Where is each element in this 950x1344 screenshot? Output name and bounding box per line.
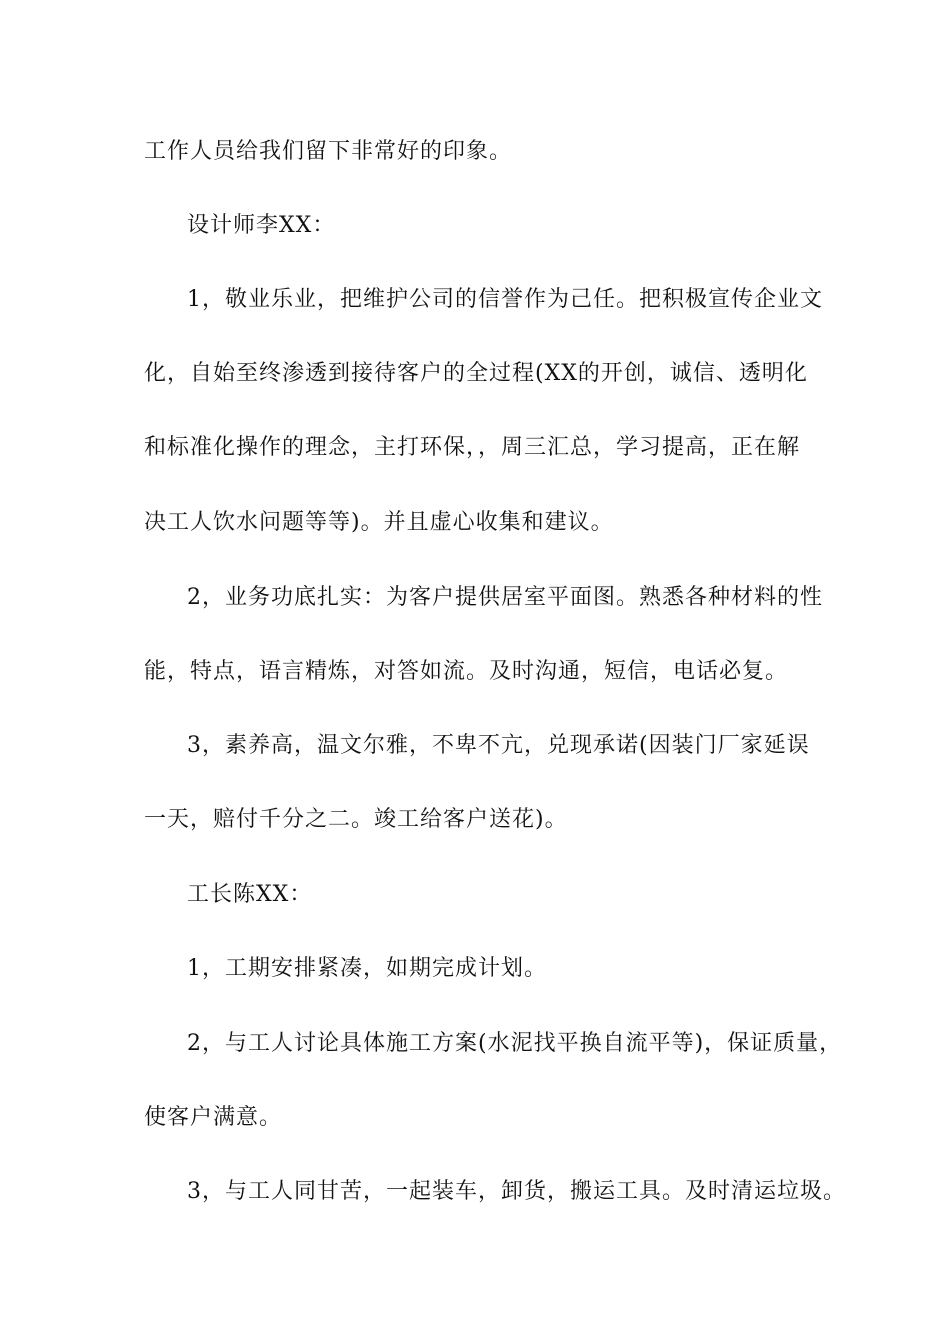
section-heading-designer: 设计师李XX： [187, 213, 336, 238]
text-line: 2，业务功底扎实：为客户提供居室平面图。熟悉各种材料的性 [187, 585, 823, 610]
text-line: 能，特点，语言精炼，对答如流。及时沟通，短信，电话必复。 [144, 659, 789, 684]
section-heading-foreman: 工长陈XX： [187, 882, 313, 907]
text-line: 工作人员给我们留下非常好的印象。 [144, 139, 513, 164]
text-line: 决工人饮水问题等等)。并且虚心收集和建议。 [144, 510, 614, 535]
text-line: 3，与工人同甘苦，一起装车，卸货，搬运工具。及时清运垃圾。 [187, 1179, 846, 1204]
text-line: 化，自始至终渗透到接待客户的全过程(XX的开创，诚信、透明化 [144, 361, 808, 386]
text-line: 和标准化操作的理念，主打环保，，周三汇总，学习提高，正在解 [144, 435, 801, 460]
text-line: 一天，赔付千分之二。竣工给客户送花)。 [144, 807, 568, 832]
text-line: 1，敬业乐业，把维护公司的信誉作为己任。把积极宣传企业文 [187, 287, 823, 312]
text-line: 3，素养高，温文尔雅，不卑不亢，兑现承诺(因装门厂家延误 [187, 733, 810, 758]
text-line: 1，工期安排紧凑，如期完成计划。 [187, 956, 547, 981]
text-line: 2，与工人讨论具体施工方案(水泥找平换自流平等)，保证质量， [187, 1031, 843, 1056]
text-line: 使客户满意。 [144, 1105, 283, 1130]
